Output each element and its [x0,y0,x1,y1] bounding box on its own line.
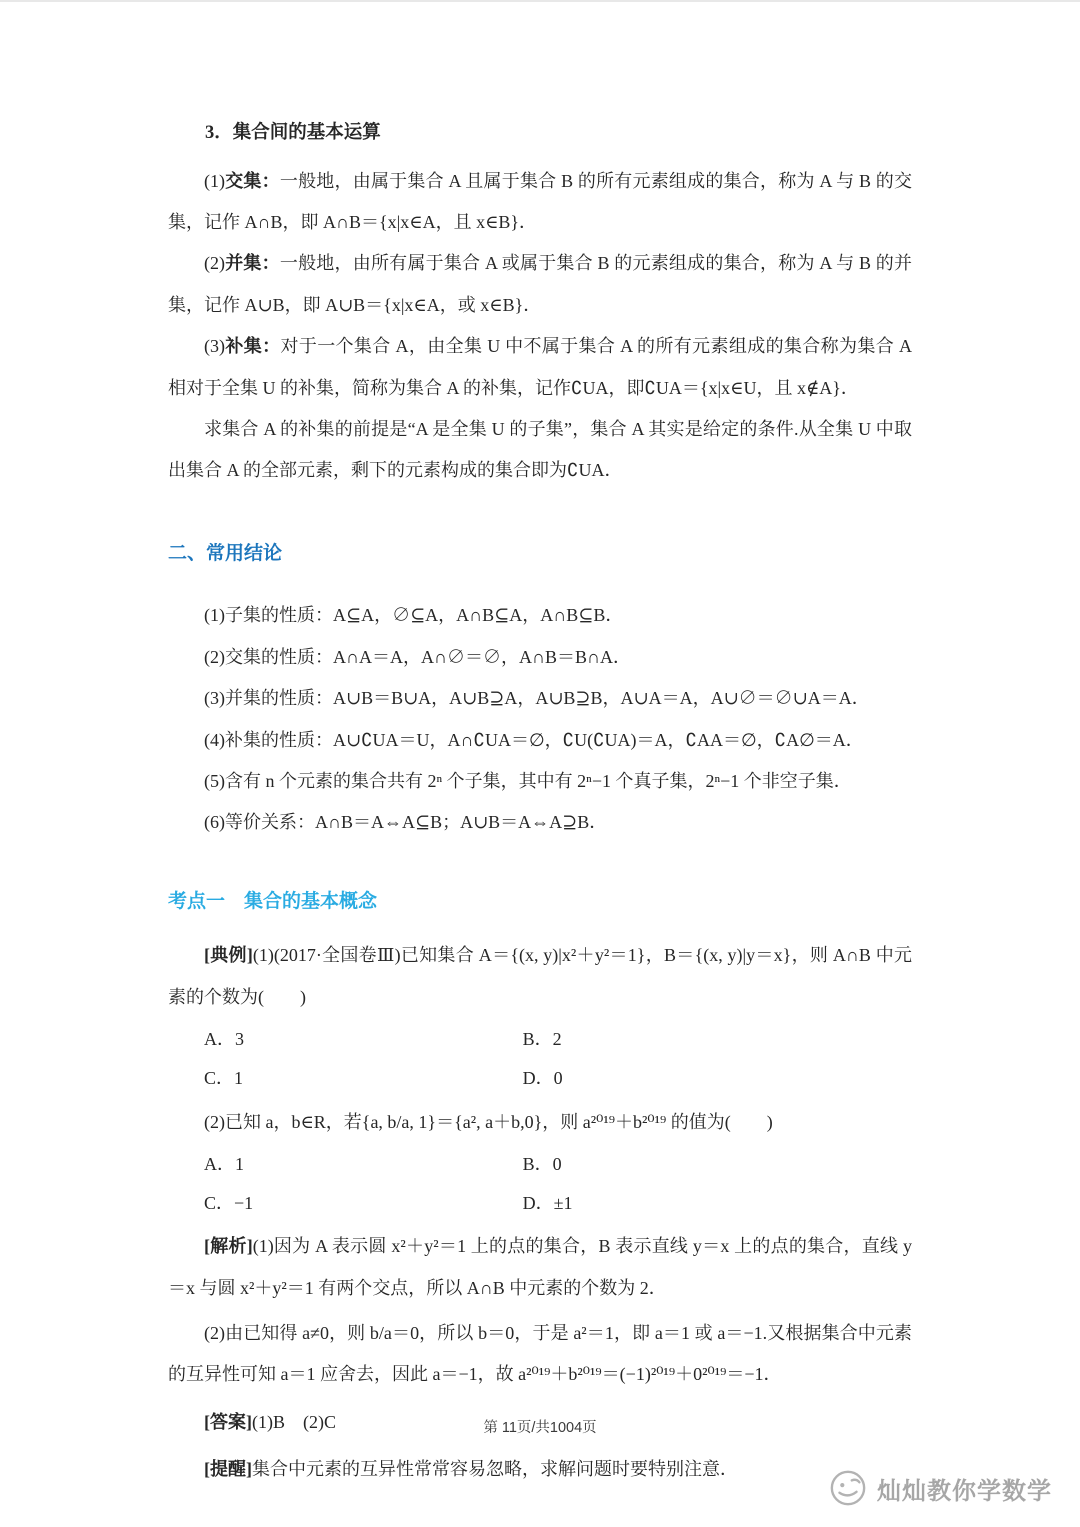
conclusion-item: (2)交集的性质：A∩A＝A，A∩∅＝∅，A∩B＝B∩A． [204,646,631,667]
analysis-label: [解析] [204,1236,253,1257]
heading-common-conclusions: 二、常用结论 [168,542,283,564]
analysis-text: (1)因为 A 表示圆 x²＋y²＝1 上的点的集合，B 表示直线 y＝x 上的点的集合，直线 y＝x 与圆 x²＋y²＝1 有两个交点，所以 A∩B 中元素的个数为 2． [168,1236,912,1298]
paragraph-complement [168,326,912,409]
question-text: (1)(2017·全国卷Ⅲ)已知集合 A＝{(x, y)|x²＋y²＝1}，B＝{(x, y)|y＝x}，则 A∩B 中元素的个数为( ) [168,945,912,1007]
paragraph-term: 交集： [225,170,280,191]
paragraph-num: (1) [204,170,225,191]
reminder-label: [提醒] [204,1459,252,1480]
paragraph-term: 并集： [225,253,280,274]
paragraph-num: (2) [204,253,225,274]
example-question-1 [168,935,912,1018]
options-question-1 [168,1020,912,1097]
option-d: D．0 [522,1067,563,1088]
paragraph-num: (3) [204,336,225,357]
page-content [0,2,1080,1491]
paragraph-text: 一般地，由属于集合 A 且属于集合 B 的所有元素组成的集合，称为 A 与 B 的交集，记作 A∩B，即 A∩B＝{x|x∈A，且 x∈B}． [168,170,912,232]
conclusion-item: (3)并集的性质：A∪B＝B∪A，A∪B⊇A，A∪B⊇B，A∪A＝A，A∪∅＝∅∪A＝A． [204,688,870,709]
analysis-part-1 [168,1226,912,1309]
option-a: A．1 [204,1153,244,1174]
paragraph-text: 对于一个集合 A，由全集 U 中不属于集合 A 的所有元素组成的集合称为集合 A 相对于全集 U 的补集，简称为集合 A 的补集，记作∁UA，即∁UA＝{x|x∈U，且 x∉A}． [168,336,913,398]
options-question-2 [168,1145,912,1222]
conclusion-item: (4)补集的性质：A∪∁UA＝U，A∩∁UA＝∅，∁U(∁UA)＝A，∁AA＝∅，∁A∅＝A． [204,729,864,750]
paragraph-term: 补集： [225,336,281,357]
watermark [829,1469,1052,1507]
example-label: [典例] [204,945,253,966]
example-question-2 [168,1102,912,1143]
watermark-logo-icon [829,1469,867,1507]
conclusions-list [168,595,912,843]
page-number-footer: 第 11页/共1004页 [483,1420,597,1436]
option-c: C．1 [204,1067,244,1088]
paragraph-text: 一般地，由所有属于集合 A 或属于集合 B 的元素组成的集合，称为 A 与 B 的并集，记作 A∪B，即 A∪B＝{x|x∈A，或 x∈B}． [168,253,912,315]
option-b: B．2 [522,1029,562,1050]
option-d: D．±1 [522,1192,573,1213]
conclusion-item: (6)等价关系：A∩B＝A⇔A⊆B；A∪B＝A⇔A⊇B． [204,812,608,833]
reminder-text: 集合中元素的互异性常常容易忽略，求解问题时要特别注意． [252,1459,738,1480]
heading-topic-one: 考点一 集合的基本概念 [168,890,378,912]
paragraph-text: 求集合 A 的补集的前提是“A 是全集 U 的子集”，集合 A 其实是给定的条件.从全集 U 中取出集合 A 的全部元素，剩下的元素构成的集合即为∁UA． [168,418,912,481]
reminder-line [168,1449,912,1490]
watermark-text: 灿灿教你学数学 [877,1477,1052,1505]
paragraph-intersection [168,161,912,244]
question-text: (2)已知 a，b∈R，若{a, b/a, 1}＝{a², a＋b,0}，则 a²⁰¹⁹＋b²⁰¹⁹ 的值为( ) [204,1111,773,1132]
conclusion-item: (5)含有 n 个元素的集合共有 2ⁿ 个子集，其中有 2ⁿ−1 个真子集，2ⁿ−1 个非空子集． [204,770,852,791]
answer-text: (1)B (2)C [252,1411,336,1432]
analysis-text: (2)由已知得 a≠0，则 b/a＝0，所以 b＝0，于是 a²＝1，即 a＝1 或 a＝−1.又根据集合中元素的互异性可知 a＝1 应舍去，因此 a＝−1，故 a²⁰¹⁹＋b²⁰¹⁹＝(−1)²⁰¹⁹＋0²⁰¹⁹＝−1． [168,1323,912,1385]
answer-label: [答案] [204,1411,252,1432]
paragraph-union [168,243,912,326]
option-b: B．0 [522,1153,562,1174]
analysis-part-2 [168,1313,912,1396]
option-a: A．3 [204,1029,244,1050]
option-c: C．−1 [204,1192,254,1213]
conclusion-item: (1)子集的性质：A⊆A，∅⊆A，A∩B⊆A，A∩B⊆B． [204,605,624,626]
paragraph-complement-note [168,409,912,492]
section-title-basic-operations: 3．集合间的基本运算 [205,123,381,143]
